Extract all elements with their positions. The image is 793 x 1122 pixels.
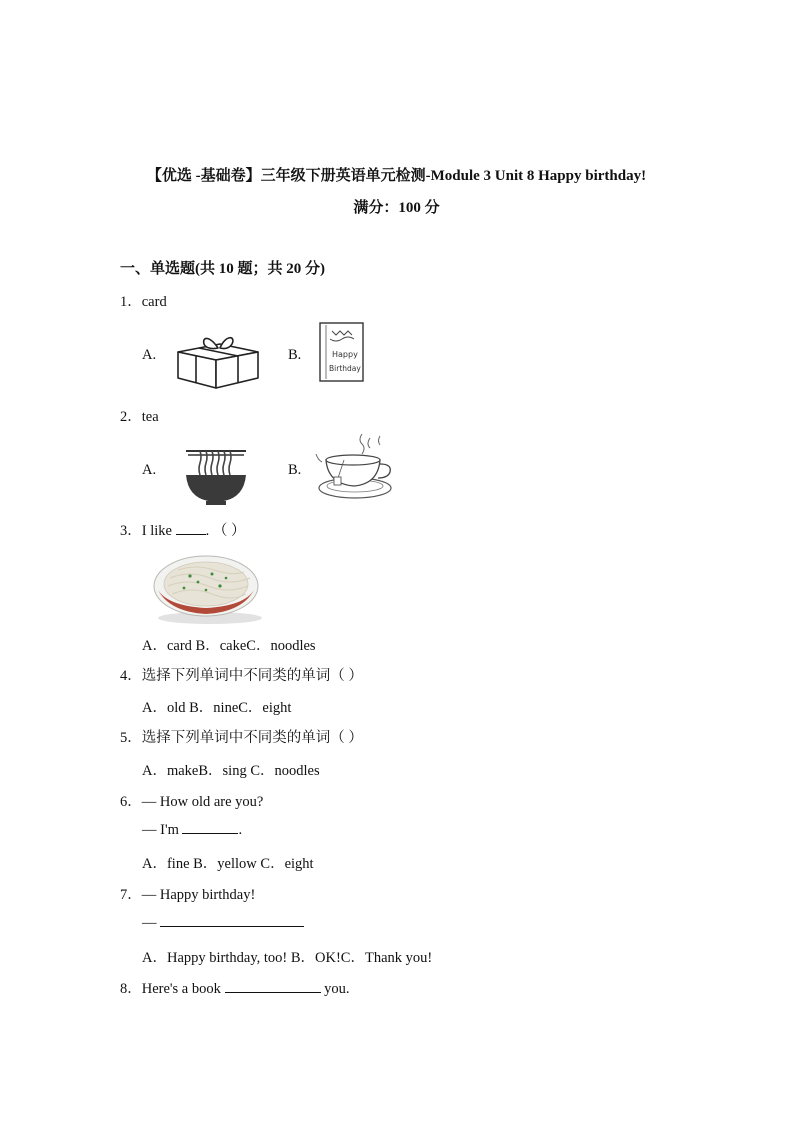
question-text: card <box>141 294 167 310</box>
question-number: 1． <box>120 294 142 310</box>
dialogue-text: — <box>142 915 161 931</box>
question-text: tea <box>141 409 159 425</box>
question-1 <box>120 290 167 311</box>
question-text: 选择下列单词中不同类的单词（ ） <box>141 668 363 684</box>
dialogue-text: . <box>238 822 243 838</box>
question-text: Here's a book <box>141 981 225 997</box>
question-6 <box>120 790 263 811</box>
full-score: 满分：100 分 <box>353 200 440 216</box>
dialogue-text: — I'm <box>142 822 183 838</box>
question-number: 3． <box>120 523 142 539</box>
question-8 <box>120 977 350 998</box>
question-text: 选择下列单词中不同类的单词（ ） <box>141 730 363 746</box>
tea-cup-icon <box>314 432 396 502</box>
question-number: 6． <box>120 794 142 810</box>
card-text: Birthday <box>329 364 361 373</box>
section-heading: 一、单选题(共 10 题；共 20 分) <box>120 261 325 277</box>
birthday-card-icon <box>318 321 366 383</box>
page-title: 【优选 -基础卷】三年级下册英语单元检测-Module 3 Unit 8 Happy birthday! <box>146 168 647 184</box>
answer-blank[interactable] <box>225 980 321 993</box>
dialogue-line: — How old are you? <box>141 794 264 810</box>
dialogue-line-2 <box>142 821 242 839</box>
question-number: 8． <box>120 981 142 997</box>
noodle-bowl-icon <box>184 441 248 507</box>
answer-blank[interactable] <box>176 522 206 535</box>
question-number: 2． <box>120 409 142 425</box>
option-b-label: B. <box>288 347 302 363</box>
gift-box-icon <box>174 330 262 390</box>
question-3 <box>120 519 245 540</box>
question-5 <box>120 726 363 747</box>
question-number: 5． <box>120 730 142 746</box>
card-text: Happy <box>332 350 358 359</box>
noodle-plate-image <box>150 548 264 626</box>
answer-blank[interactable] <box>182 821 238 834</box>
options-line: A．fine B．yellow C．eight <box>142 856 314 872</box>
option-a-label: A. <box>142 347 157 363</box>
option-a-label: A. <box>142 462 157 478</box>
question-4 <box>120 664 363 685</box>
options-line: A．card B．cakeC．noodles <box>142 638 316 654</box>
dialogue-line-2 <box>142 914 304 932</box>
question-text: you. <box>320 981 350 997</box>
question-text: . （ ） <box>205 523 246 539</box>
question-number: 4． <box>120 668 142 684</box>
option-b-label: B. <box>288 462 302 478</box>
question-7 <box>120 883 255 904</box>
question-number: 7． <box>120 887 142 903</box>
answer-blank[interactable] <box>160 914 304 927</box>
question-text: I like <box>141 523 176 539</box>
options-line: A．makeB．sing C．noodles <box>142 763 320 779</box>
options-line: A．old B．nineC．eight <box>142 700 292 716</box>
question-2 <box>120 405 159 426</box>
options-line: A．Happy birthday, too! B．OK!C．Thank you! <box>142 950 433 966</box>
dialogue-line: — Happy birthday! <box>141 887 256 903</box>
